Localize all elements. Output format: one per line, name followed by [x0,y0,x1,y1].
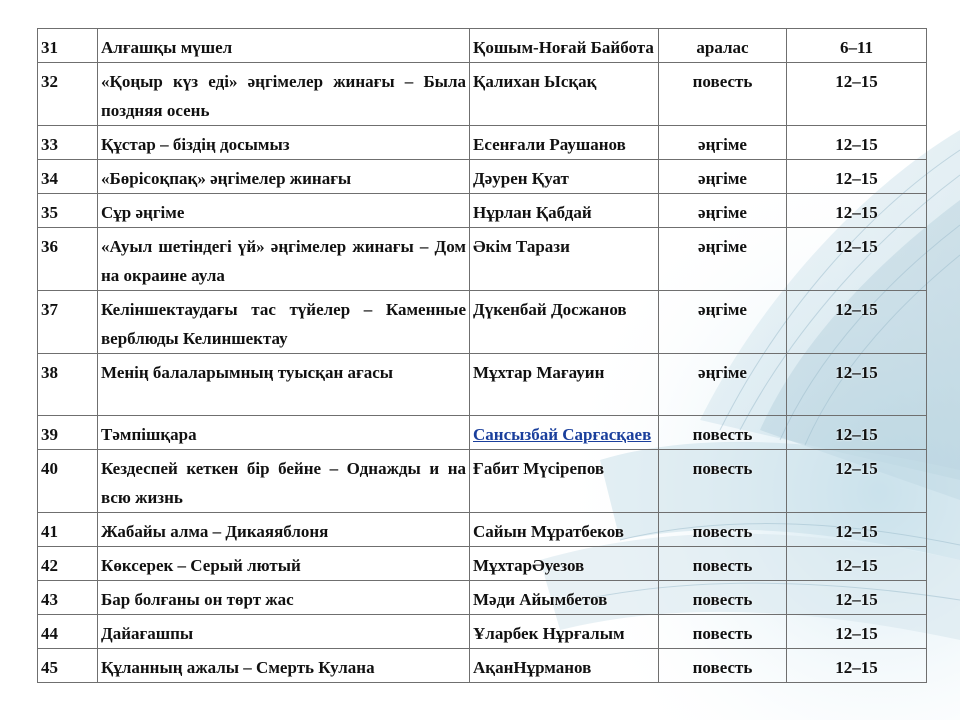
row-number: 31 [38,29,98,63]
row-number: 42 [38,547,98,581]
age-range: 12–15 [787,416,927,450]
genre: повесть [659,649,787,683]
genre: аралас [659,29,787,63]
row-number: 44 [38,615,98,649]
genre: әңгіме [659,354,787,416]
genre: әңгіме [659,291,787,354]
row-number: 32 [38,63,98,126]
age-range: 12–15 [787,354,927,416]
genre: әңгіме [659,160,787,194]
table-row [38,416,927,450]
author-name: Нұрлан Қабдай [470,194,659,228]
age-range: 12–15 [787,228,927,291]
author-name: Есенғали Раушанов [470,126,659,160]
book-title: Тәмпішқара [98,416,470,450]
row-number: 36 [38,228,98,291]
age-range: 12–15 [787,291,927,354]
age-range: 12–15 [787,547,927,581]
book-title: Келіншектаудағы тас түйелер – Каменные верблюды Келиншектау [98,291,470,354]
row-number: 40 [38,450,98,513]
table-row [38,513,927,547]
age-range: 12–15 [787,63,927,126]
book-title: «Бөрісоқпақ» әңгімелер жинағы [98,160,470,194]
author-name: АқанНұрманов [470,649,659,683]
table-row [38,228,927,291]
table-row [38,126,927,160]
genre: әңгіме [659,228,787,291]
age-range: 12–15 [787,513,927,547]
table-row [38,291,927,354]
author-name: Ғабит Мүсірепов [470,450,659,513]
book-title: Дайағашпы [98,615,470,649]
book-title: Алғашқы мүшел [98,29,470,63]
literature-table [37,28,927,683]
table-row [38,354,927,416]
genre: повесть [659,450,787,513]
book-title: Сұр әңгіме [98,194,470,228]
author-name: Дәурен Қуат [470,160,659,194]
genre: әңгіме [659,126,787,160]
author-name: Қошым-Ноғай Байбота [470,29,659,63]
author-name[interactable] [470,416,659,450]
author-name: Ұларбек Нұрғалым [470,615,659,649]
age-range: 12–15 [787,126,927,160]
age-range: 12–15 [787,450,927,513]
author-name: МұхтарӘуезов [470,547,659,581]
row-number: 38 [38,354,98,416]
table-row [38,194,927,228]
author-name: Қалихан Ысқақ [470,63,659,126]
table-row [38,63,927,126]
book-title: Бар болғаны он төрт жас [98,581,470,615]
author-name: Әкім Тарази [470,228,659,291]
row-number: 37 [38,291,98,354]
age-range: 6–11 [787,29,927,63]
table-row [38,29,927,63]
book-title: «Қоңыр күз еді» әңгімелер жинағы – Была поздняя осень [98,63,470,126]
book-title: Жабайы алма – Дикаяяблоня [98,513,470,547]
table-row [38,581,927,615]
table-row [38,615,927,649]
genre: повесть [659,513,787,547]
age-range: 12–15 [787,615,927,649]
author-name: Мәди Айымбетов [470,581,659,615]
table-row [38,649,927,683]
age-range: 12–15 [787,194,927,228]
age-range: 12–15 [787,649,927,683]
genre: повесть [659,615,787,649]
genre: повесть [659,547,787,581]
author-name: Дүкенбай Досжанов [470,291,659,354]
book-title: Құстар – біздің досымыз [98,126,470,160]
author-link[interactable]: Сансызбай Сарғасқаев [473,425,652,444]
author-name: Сайын Мұратбеков [470,513,659,547]
genre: әңгіме [659,194,787,228]
genre: повесть [659,581,787,615]
age-range: 12–15 [787,160,927,194]
row-number: 33 [38,126,98,160]
row-number: 35 [38,194,98,228]
row-number: 34 [38,160,98,194]
genre: повесть [659,63,787,126]
book-title: Кездеспей кеткен бір бейне – Однажды и на всю жизнь [98,450,470,513]
row-number: 45 [38,649,98,683]
book-title: Менің балаларымның туысқан ағасы [98,354,470,416]
book-title: Құланның ажалы – Смерть Кулана [98,649,470,683]
row-number: 41 [38,513,98,547]
table-row [38,450,927,513]
row-number: 43 [38,581,98,615]
table-row [38,547,927,581]
book-title: Көксерек – Серый лютый [98,547,470,581]
age-range: 12–15 [787,581,927,615]
author-name: Мұхтар Мағауин [470,354,659,416]
table-row [38,160,927,194]
genre: повесть [659,416,787,450]
book-title: «Ауыл шетіндегі үй» әңгімелер жинағы – Дом на окраине аула [98,228,470,291]
row-number: 39 [38,416,98,450]
